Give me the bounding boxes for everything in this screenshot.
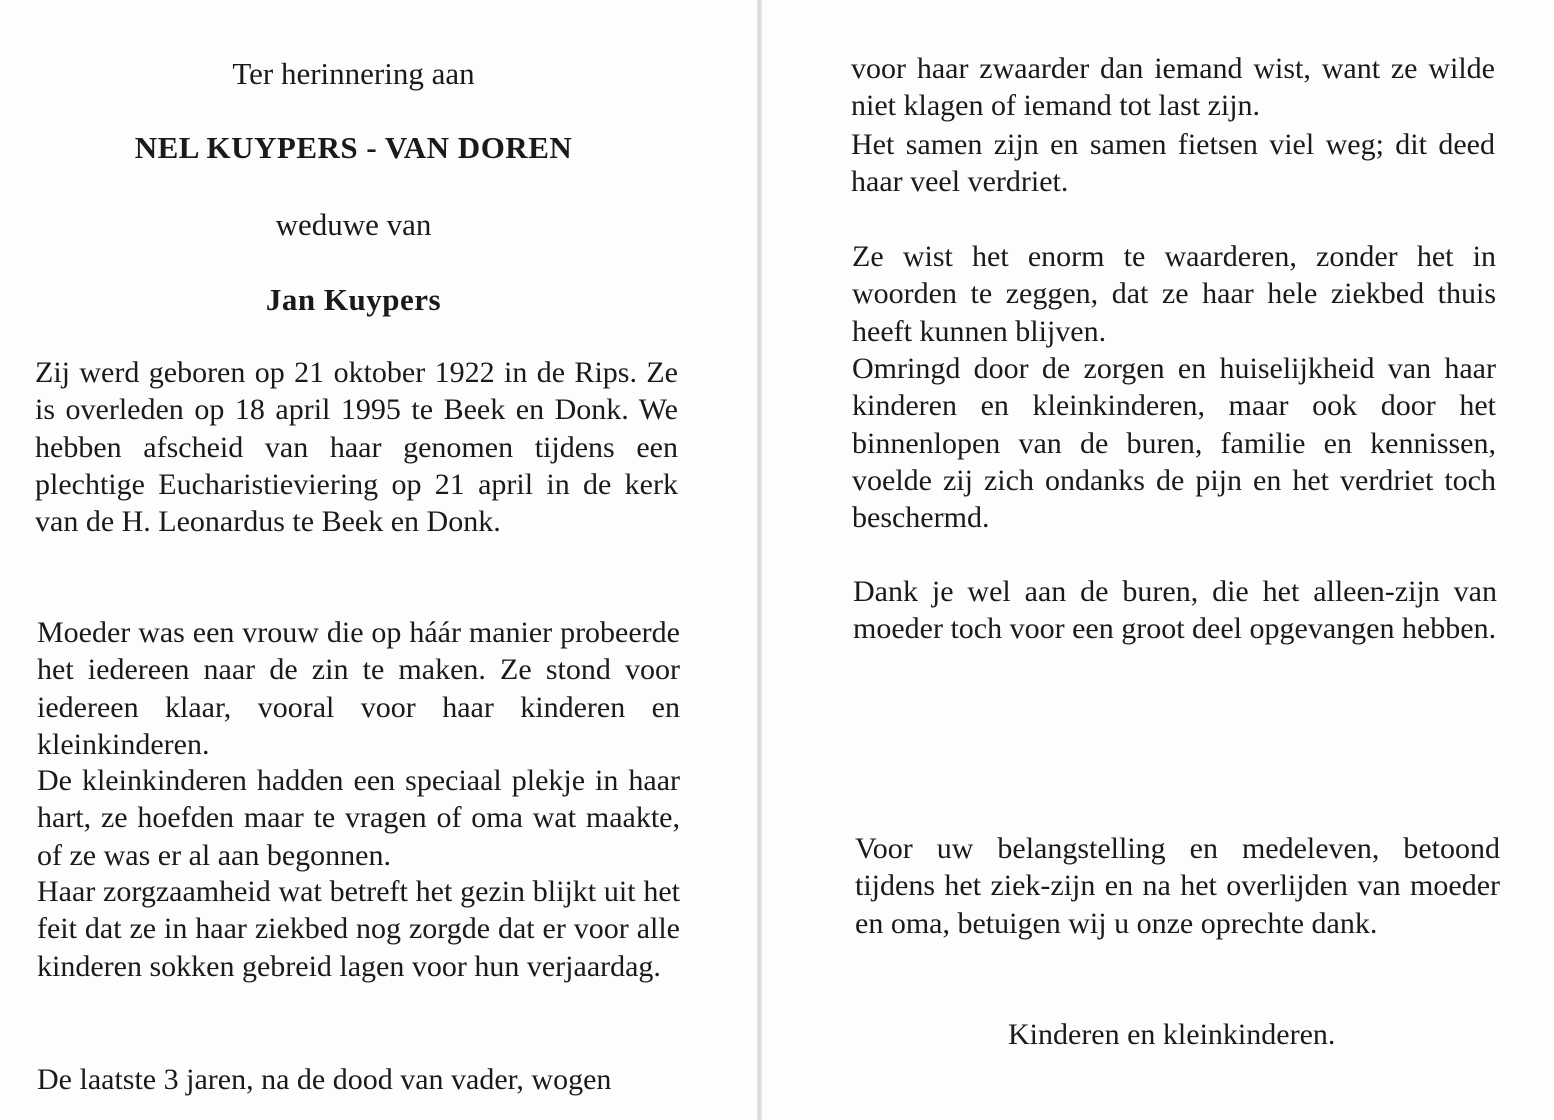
paragraph-mother: Moeder was een vrouw die op háár manier probeerde het iedereen naar de zin te maken. Ze stond voor iedereen klaar, vooral voor haar kinderen en kleinkinderen. (37, 616, 680, 761)
paragraph-care: Haar zorgzaamheid wat betreft het gezin blijkt uit het feit dat ze in haar ziekbed nog zorgde dat er voor alle kinderen sokken gebreid lagen voor hun verjaardag. (37, 875, 680, 983)
spouse-name: Jan Kuypers (265, 282, 442, 317)
paragraph-neighbours: Dank je wel aan de buren, die het alleen-zijn van moeder toch voor een groot deel opgevangen hebben. (853, 575, 1497, 646)
left-card-page (0, 0, 757, 1120)
paragraph-last-years-start: De laatste 3 jaren, na de dood van vader, wogen (37, 1063, 612, 1096)
right-card-page (762, 0, 1554, 1120)
intro-text: Ter herinnering aan (232, 56, 475, 91)
paragraph-surrounded: Omringd door de zorgen en huiselijkheid van haar kinderen en kleinkinderen, maar ook door het binnenlopen van de buren, familie en kennissen, voelde zij zich ondanks de pijn en het verdriet toch beschermd. (852, 352, 1496, 535)
paragraph-birth: Zij werd geboren op 21 oktober 1922 in de Rips. Ze is overleden op 18 april 1995 te Beek en Donk. We hebben afscheid van haar genomen tijdens een plechtige Eucharistieviering op 21 april in de kerk van de H. Leonardus te Beek en Donk. (35, 356, 678, 539)
paragraph-cycling: Het samen zijn en samen fietsen viel weg; dit deed haar veel verdriet. (851, 128, 1495, 199)
paragraph-last-years-end: voor haar zwaarder dan iemand wist, want ze wilde niet klagen of iemand tot last zijn. (851, 52, 1495, 123)
paragraph-grandchildren: De kleinkinderen hadden een speciaal plekje in haar hart, ze hoefden maar te vragen of oma wat maakte, of ze was er al aan begonnen. (37, 764, 680, 872)
paragraph-sickbed: Ze wist het enorm te waarderen, zonder het in woorden te zeggen, dat ze haar hele ziekbed thuis heeft kunnen blijven. (852, 240, 1496, 348)
paragraph-thanks: Voor uw belangstelling en medeleven, betoond tijdens het ziek-zijn en na het overlijden van moeder en oma, betuigen wij u onze oprechte dank. (855, 832, 1500, 940)
deceased-name: NEL KUYPERS - VAN DOREN (134, 130, 573, 165)
relation-text: weduwe van (275, 207, 432, 242)
signature: Kinderen en kleinkinderen. (1008, 1018, 1336, 1051)
